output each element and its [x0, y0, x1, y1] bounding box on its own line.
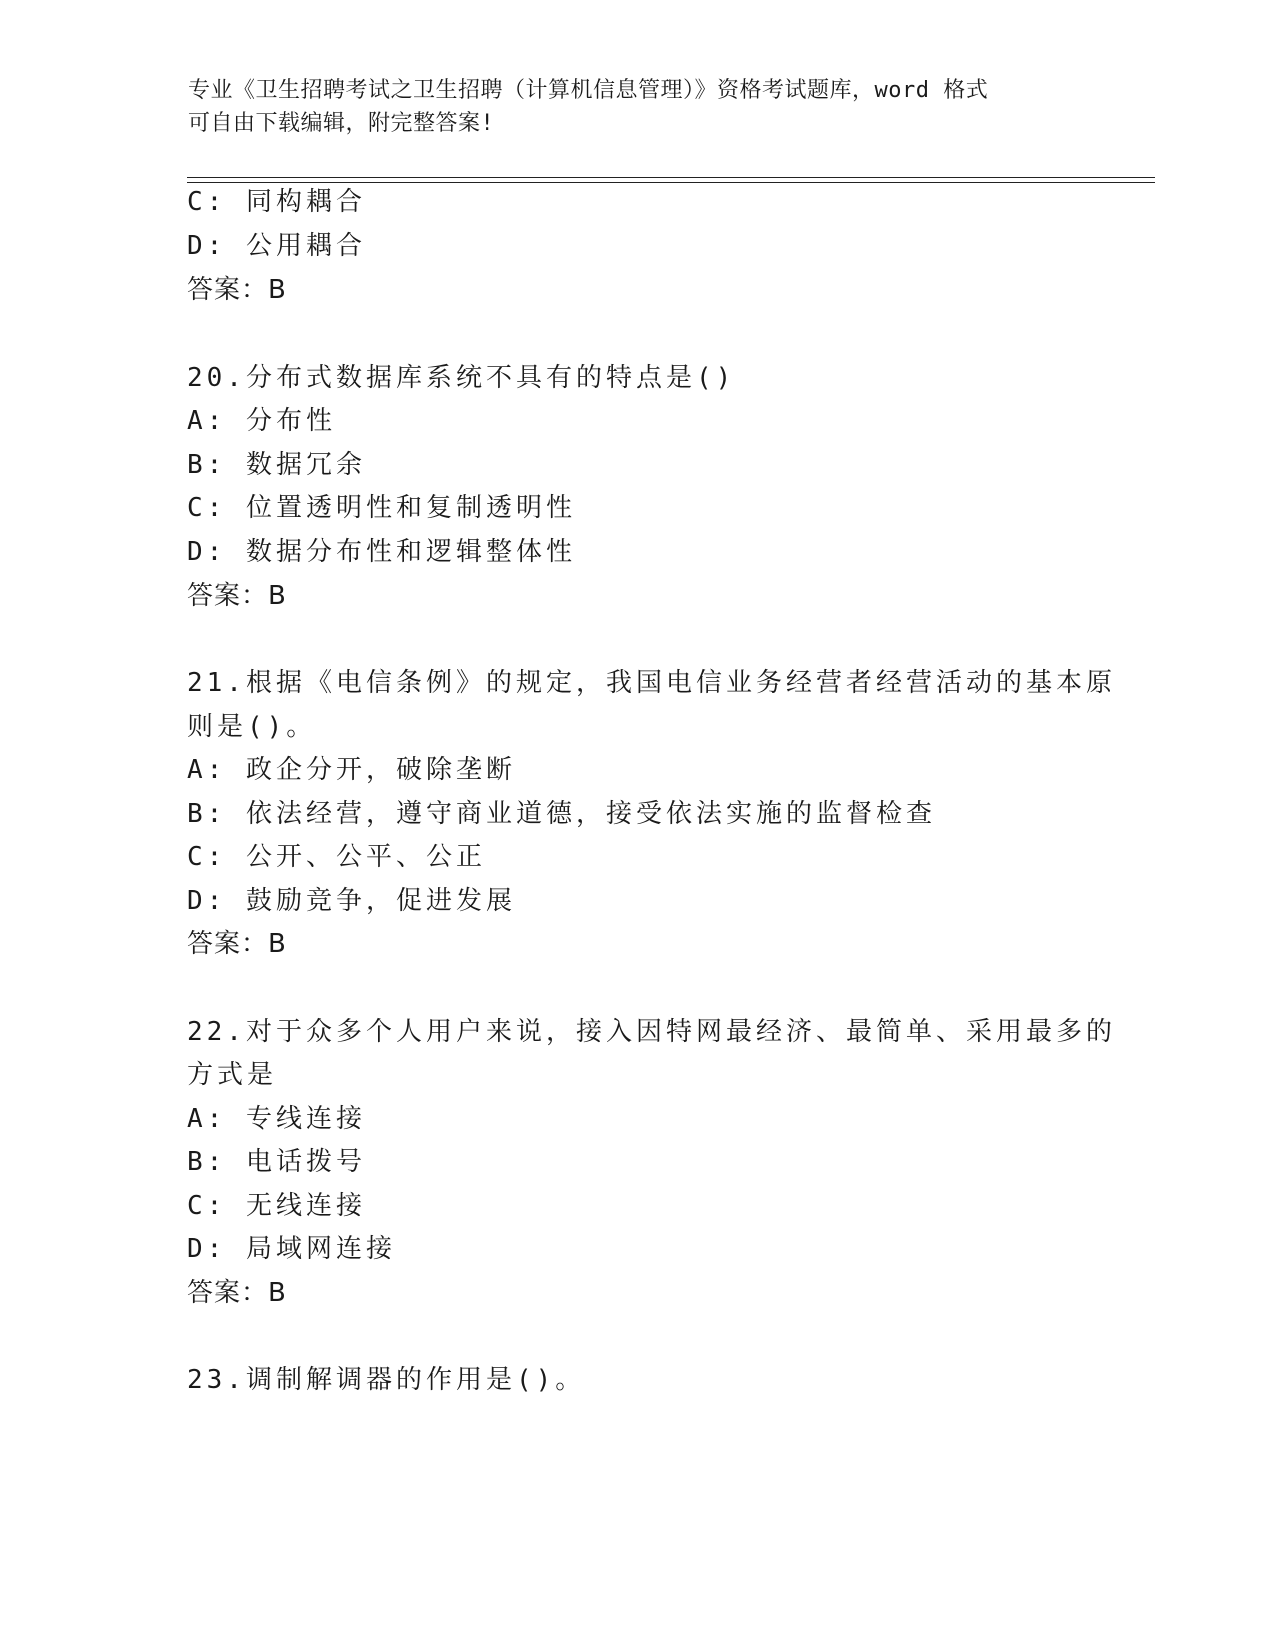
header-divider-bottom: [187, 182, 1155, 183]
prev-question-answer: 答案：B: [187, 275, 287, 305]
header-line-1: 专业《卫生招聘考试之卫生招聘（计算机信息管理）》资格考试题库，word 格式: [188, 78, 989, 103]
prev-question-option-c: C: 同构耦合: [187, 187, 366, 217]
question-22-answer: 答案：B: [187, 1278, 287, 1308]
question-20-option-b: B: 数据冗余: [187, 450, 366, 480]
question-21-stem-line-2: 则是()。: [187, 712, 317, 742]
question-20-option-a: A: 分布性: [187, 406, 336, 436]
question-20-option-d: D: 数据分布性和逻辑整体性: [187, 537, 576, 567]
question-20-answer: 答案：B: [187, 581, 287, 611]
document-header: [188, 74, 1068, 140]
question-21-option-d: D: 鼓励竞争，促进发展: [187, 886, 516, 916]
question-22-option-b: B: 电话拨号: [187, 1147, 366, 1177]
question-20-stem: 20.分布式数据库系统不具有的特点是(): [187, 363, 736, 393]
question-21-option-b: B: 依法经营，遵守商业道德，接受依法实施的监督检查: [187, 799, 936, 829]
question-22-stem-line-2: 方式是: [187, 1060, 278, 1090]
header-divider-top: [187, 177, 1155, 178]
question-22-option-c: C: 无线连接: [187, 1191, 366, 1221]
question-22-option-d: D: 局域网连接: [187, 1234, 396, 1264]
question-21-stem-line-1: 21.根据《电信条例》的规定，我国电信业务经营者经营活动的基本原: [187, 668, 1116, 698]
header-line-2: 可自由下载编辑，附完整答案!: [188, 111, 495, 136]
question-21-option-a: A: 政企分开，破除垄断: [187, 755, 516, 785]
question-22-stem-line-1: 22.对于众多个人用户来说，接入因特网最经济、最简单、采用最多的: [187, 1017, 1116, 1047]
question-22-option-a: A: 专线连接: [187, 1104, 366, 1134]
question-23-stem: 23.调制解调器的作用是()。: [187, 1365, 586, 1395]
question-21-answer: 答案：B: [187, 929, 287, 959]
prev-question-option-d: D: 公用耦合: [187, 231, 366, 261]
question-21-option-c: C: 公开、公平、公正: [187, 842, 486, 872]
question-20-option-c: C: 位置透明性和复制透明性: [187, 493, 576, 523]
